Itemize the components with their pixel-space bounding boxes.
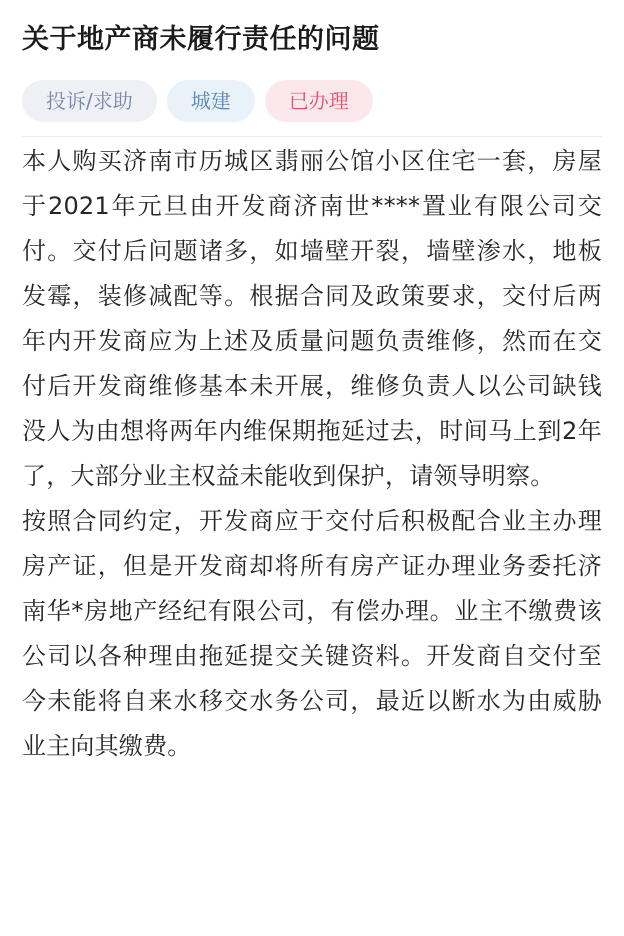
body-paragraph: 本人购买济南市历城区翡丽公馆小区住宅一套，房屋于2021年元旦由开发商济南世****置业有限公司交付。交付后问题诸多，如墙壁开裂，墙壁渗水，地板发霉，装修减配等。根据合同及政策要求，交付后两年内开发商应为上述及质量问题负责维修，然而在交付后开发商维修基本未开展，维修负责人以公司缺钱没人为由想将两年内维保期拖延过去，时间马上到2年了，大部分业主权益未能收到保护，请领导明察。 bbox=[22, 147, 602, 490]
category-tag[interactable]: 投诉/求助 bbox=[22, 80, 157, 122]
divider bbox=[22, 136, 602, 137]
post-title: 关于地产商未履行责任的问题 bbox=[22, 24, 380, 55]
field-tag[interactable]: 城建 bbox=[167, 80, 255, 122]
body-paragraph: 按照合同约定，开发商应于交付后积极配合业主办理房产证，但是开发商却将所有房产证办理业务委托济南华*房地产经纪有限公司，有偿办理。业主不缴费该公司以各种理由拖延提交关键资料。开发商自交付至今未能将自来水移交水务公司，最近以断水为由威胁业主向其缴费。 bbox=[22, 507, 602, 760]
tag-row bbox=[22, 80, 602, 122]
status-badge: 已办理 bbox=[265, 80, 373, 122]
post-body bbox=[22, 139, 602, 769]
